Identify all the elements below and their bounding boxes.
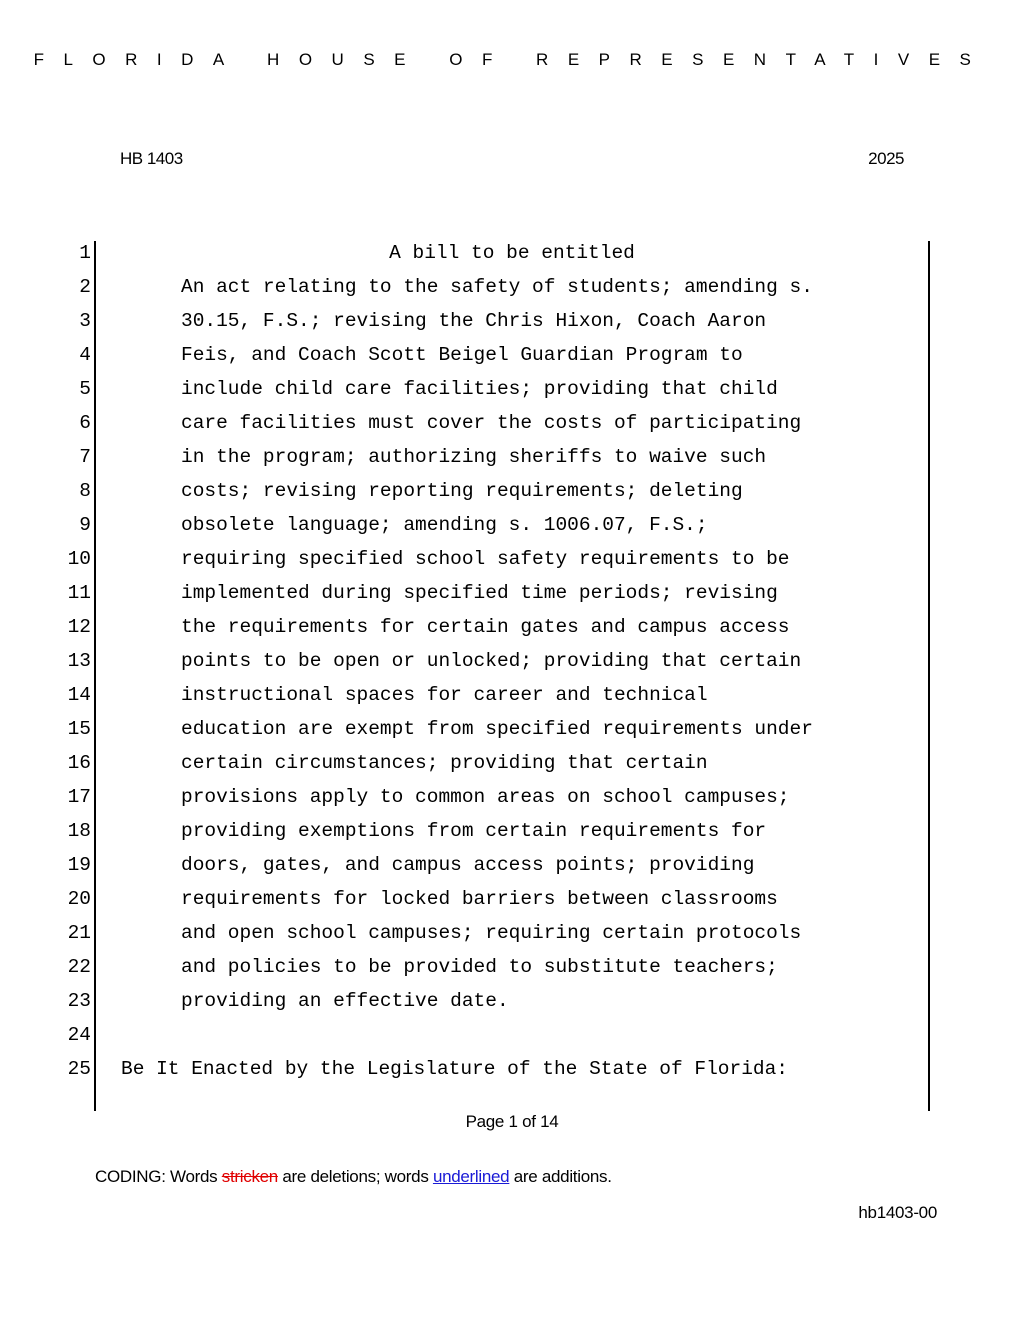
line-text: requiring specified school safety requirements to be bbox=[181, 548, 790, 570]
line-text: points to be open or unlocked; providing that certain bbox=[181, 650, 802, 672]
bill-title-line: A bill to be entitled bbox=[389, 242, 635, 264]
bill-line bbox=[0, 338, 1024, 372]
bill-line bbox=[0, 882, 1024, 916]
line-number: 14 bbox=[67, 684, 91, 706]
line-number: 9 bbox=[79, 514, 91, 536]
bill-line bbox=[0, 644, 1024, 678]
bill-line bbox=[0, 610, 1024, 644]
bill-line bbox=[0, 814, 1024, 848]
line-text: doors, gates, and campus access points; providing bbox=[181, 854, 755, 876]
line-number: 2 bbox=[79, 276, 91, 298]
enacting-clause: Be It Enacted by the Legislature of the State of Florida: bbox=[121, 1058, 789, 1080]
line-text: An act relating to the safety of students; amending s. bbox=[181, 276, 813, 298]
line-text: and open school campuses; requiring certain protocols bbox=[181, 922, 802, 944]
bill-line bbox=[0, 270, 1024, 304]
line-number: 7 bbox=[79, 446, 91, 468]
line-number: 24 bbox=[67, 1024, 91, 1046]
bill-line bbox=[0, 1052, 1024, 1086]
bill-line bbox=[0, 984, 1024, 1018]
coding-underlined-sample: underlined bbox=[432, 1167, 510, 1186]
line-text: education are exempt from specified requirements under bbox=[181, 718, 813, 740]
bill-year: 2025 bbox=[868, 149, 904, 168]
bill-line bbox=[0, 780, 1024, 814]
bill-line bbox=[0, 474, 1024, 508]
bill-line bbox=[0, 372, 1024, 406]
line-number: 13 bbox=[67, 650, 91, 672]
line-number: 18 bbox=[67, 820, 91, 842]
line-text: requirements for locked barriers between classrooms bbox=[181, 888, 778, 910]
line-text: in the program; authorizing sheriffs to waive such bbox=[181, 446, 767, 468]
line-number: 5 bbox=[79, 378, 91, 400]
line-number: 12 bbox=[67, 616, 91, 638]
line-number: 6 bbox=[79, 412, 91, 434]
document-id: hb1403-00 bbox=[858, 1203, 937, 1222]
line-number: 3 bbox=[79, 310, 91, 332]
bill-line bbox=[0, 236, 1024, 270]
line-number: 22 bbox=[67, 956, 91, 978]
line-text: and policies to be provided to substitute teachers; bbox=[181, 956, 778, 978]
coding-stricken-sample: stricken bbox=[221, 1167, 278, 1186]
bill-line bbox=[0, 678, 1024, 712]
line-text: providing exemptions from certain requirements for bbox=[181, 820, 767, 842]
bill-line bbox=[0, 916, 1024, 950]
bill-line bbox=[0, 746, 1024, 780]
line-number: 20 bbox=[67, 888, 91, 910]
line-number: 19 bbox=[67, 854, 91, 876]
bill-line bbox=[0, 950, 1024, 984]
line-number: 25 bbox=[67, 1058, 91, 1080]
coding-suffix: are additions. bbox=[509, 1167, 612, 1186]
line-text: the requirements for certain gates and campus access bbox=[181, 616, 790, 638]
bill-line bbox=[0, 576, 1024, 610]
bill-line bbox=[0, 406, 1024, 440]
line-text: Feis, and Coach Scott Beigel Guardian Program to bbox=[181, 344, 743, 366]
line-text: provisions apply to common areas on school campuses; bbox=[181, 786, 790, 808]
line-text: care facilities must cover the costs of participating bbox=[181, 412, 802, 434]
bill-line bbox=[0, 1018, 1024, 1052]
chamber-masthead: FLORIDA HOUSE OF REPRESENTATIVES bbox=[33, 50, 991, 69]
line-number: 10 bbox=[67, 548, 91, 570]
bill-number: HB 1403 bbox=[120, 149, 183, 168]
line-number: 15 bbox=[67, 718, 91, 740]
bill-line bbox=[0, 542, 1024, 576]
line-number: 11 bbox=[67, 582, 91, 604]
line-text: implemented during specified time periods; revising bbox=[181, 582, 778, 604]
bill-line bbox=[0, 440, 1024, 474]
line-text: instructional spaces for career and technical bbox=[181, 684, 708, 706]
bill-line bbox=[0, 508, 1024, 542]
line-number: 4 bbox=[79, 344, 91, 366]
bill-text-body bbox=[0, 236, 1024, 1086]
line-text: 30.15, F.S.; revising the Chris Hixon, Coach Aaron bbox=[181, 310, 767, 332]
bill-line bbox=[0, 848, 1024, 882]
line-number: 17 bbox=[67, 786, 91, 808]
bill-line bbox=[0, 712, 1024, 746]
line-text: obsolete language; amending s. 1006.07, F.S.; bbox=[181, 514, 708, 536]
line-text: providing an effective date. bbox=[181, 990, 509, 1012]
line-text: certain circumstances; providing that certain bbox=[181, 752, 708, 774]
line-number: 1 bbox=[79, 242, 91, 264]
line-number: 16 bbox=[67, 752, 91, 774]
page-number: Page 1 of 14 bbox=[465, 1112, 559, 1131]
line-number: 21 bbox=[67, 922, 91, 944]
bill-line bbox=[0, 304, 1024, 338]
line-number: 8 bbox=[79, 480, 91, 502]
coding-legend bbox=[95, 1167, 612, 1187]
coding-middle: are deletions; words bbox=[277, 1167, 433, 1186]
line-number: 23 bbox=[67, 990, 91, 1012]
line-text: costs; revising reporting requirements; deleting bbox=[181, 480, 743, 502]
line-text: include child care facilities; providing that child bbox=[181, 378, 778, 400]
coding-prefix: CODING: Words bbox=[95, 1167, 222, 1186]
